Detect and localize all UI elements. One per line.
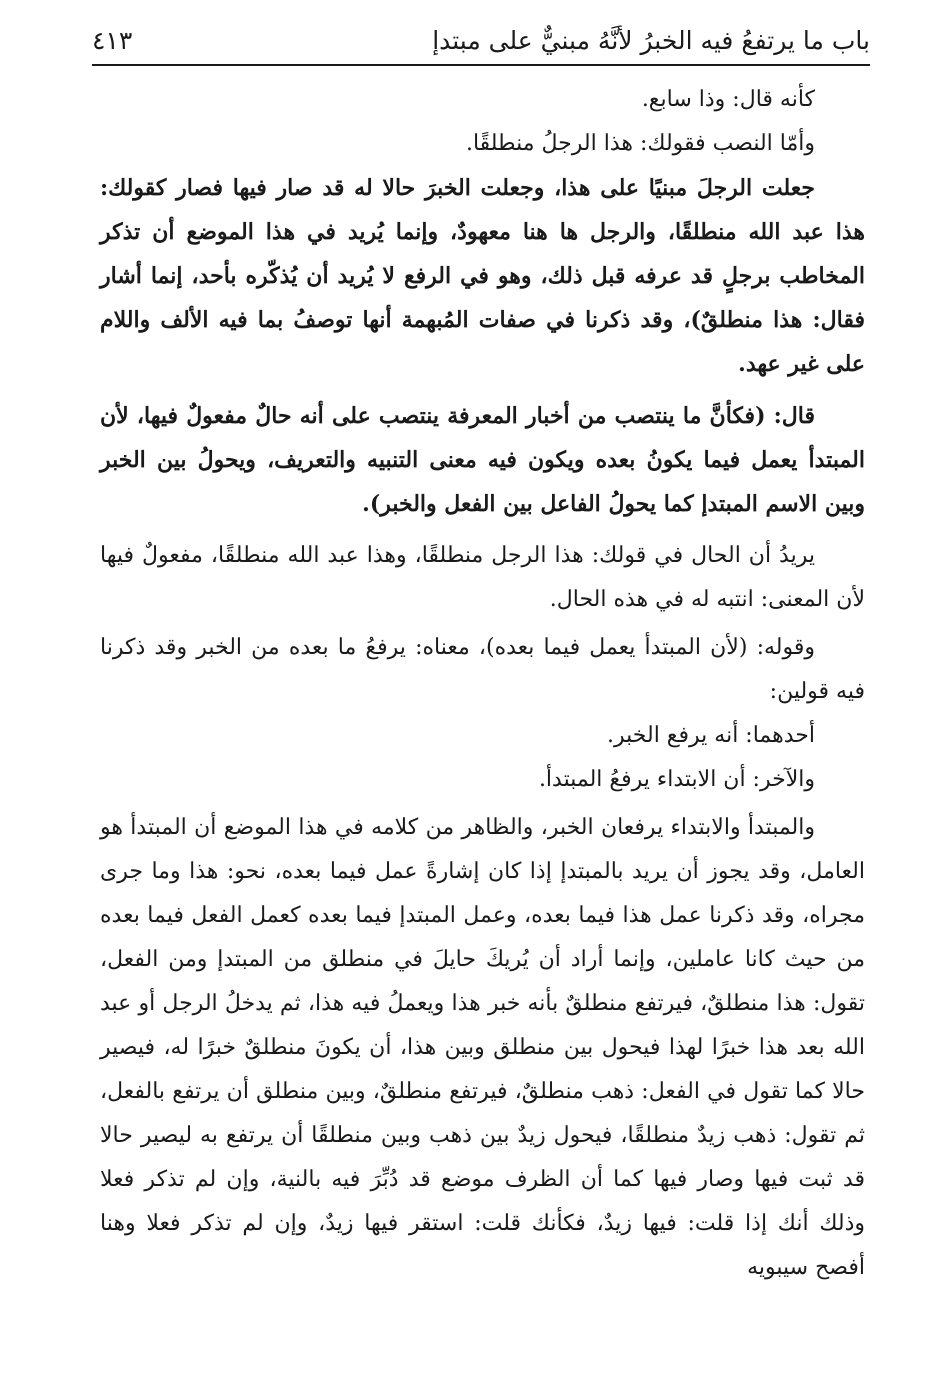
chapter-title: باب ما يرتفعُ فيه الخبرُ لأنَّهُ مبنيٌّ على مبتدإ (432, 26, 870, 55)
paragraph: وأمّا النصب فقولك: هذا الرجلُ منطلقًا. (465, 131, 815, 156)
paragraph: والآخر: أن الابتداء يرفعُ المبتدأ. (538, 767, 815, 792)
running-header (92, 20, 870, 62)
paragraph: يريدُ أن الحال في قولك: هذا الرجل منطلقًا، وهذا عبد الله منطلقًا، مفعولٌ فيها لأن المعنى: انتبه له في هذه الحال. (100, 543, 865, 612)
header-divider (92, 64, 870, 66)
paragraph: كأنه قال: وذا سابع. (641, 87, 815, 112)
quoted-paragraph: قال: (فكأنَّ ما ينتصب من أخبار المعرفة ينتصب على أنه حالٌ مفعولٌ فيها، لأن المبتدأ يعمل فيما يكونُ بعده ويكون فيه معنى التنبيه والتعريف، ويحولُ بين الخبر وبين الاسم المبتدإ كما يحولُ الفاعل بين الفعل والخبر). (100, 403, 865, 517)
page-body (100, 78, 865, 1290)
paragraph: والمبتدأ والابتداء يرفعان الخبر، والظاهر من كلامه في هذا الموضع أن المبتدأ هو العامل، وقد يجوز أن يريد بالمبتدإ إذا كان إشارةً عمل فيما بعده، نحو: هذا وما جرى مجراه، وقد ذكرنا عمل هذا فيما بعده، وعمل المبتدإ فيما بعده كعمل الفعل فيما بعده من حيث كانا عاملين، وإنما أراد أن يُريكَ حايلَ في منطلق من المبتدإ ومن الفعل، تقول: هذا منطلقٌ، فيرتفع منطلقٌ بأنه خبر هذا ويعملُ فيه هذا، ثم يدخلُ الرجل أو عبد الله بعد هذا خبرًا لهذا فيحول بين منطلق وبين هذا، أن يكونَ منطلقٌ خبرًا له، فيصير حالا كما تقول في الفعل: ذهب منطلقٌ، فيرتفع منطلقٌ، وبين منطلق أن يرتفع بالفعل، ثم تقول: ذهب زيدٌ منطلقًا، فيحول زيدٌ بين ذهب وبين منطلقًا أن يرتفع به ليصير حالا قد ثبت فيها وصار فيها كما أن الظرف موضع قد دُبِّرَ فيه بالنية، وإن لم تذكر فعلا وذلك أنك إذا قلت: فيها زيدٌ، فكأنك قلت: استقر فيها زيدٌ، وإن لم تذكر فعلا وهنا أفصح سيبويه (100, 815, 865, 1280)
paragraph: وقوله: (لأن المبتدأ يعمل فيما بعده)، معناه: يرفعُ ما بعده من الخبر وقد ذكرنا فيه قولين: (100, 635, 865, 704)
paragraph: جعلت الرجلَ مبنيًا على هذا، وجعلت الخبرَ حالا له قد صار فيها فصار كقولك: هذا عبد الله منطلقًا، والرجل ها هنا معهودٌ، وإنما يُريد في هذا الموضع أن تذكر المخاطب برجلٍ قد عرفه قبل ذلك، وهو في الرفع لا يُريد أن يُذكّره بأحد، إنما أشار فقال: هذا منطلقٌ)، وقد ذكرنا في صفات المُبهمة أنها توصفُ بما فيه الألف واللام على غير عهد. (100, 175, 865, 377)
paragraph: أحدهما: أنه يرفع الخبر. (607, 723, 815, 748)
page-number: ٤١٣ (92, 26, 133, 55)
